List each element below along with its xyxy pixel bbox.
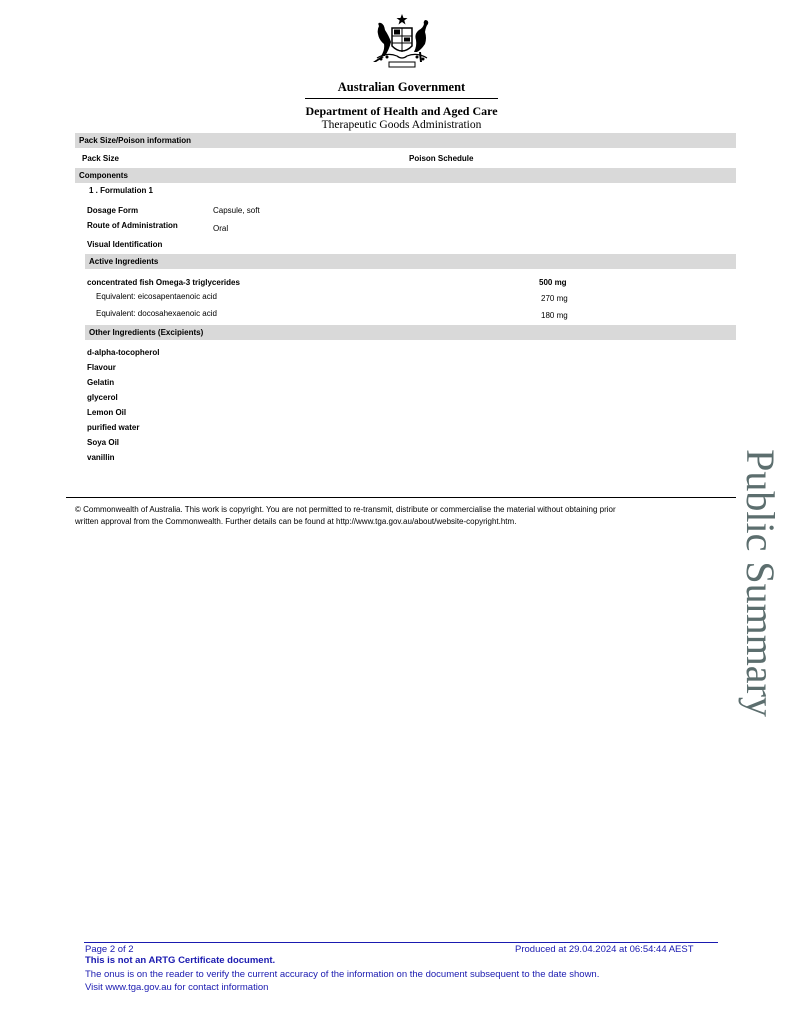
produced-timestamp: Produced at 29.04.2024 at 06:54:44 AEST bbox=[515, 944, 694, 955]
components-heading: Components bbox=[75, 168, 736, 183]
dosage-form-value: Capsule, soft bbox=[213, 206, 260, 215]
not-certificate-notice: This is not an ARTG Certificate document. bbox=[85, 955, 276, 966]
pack-size-heading: Pack Size/Poison information bbox=[75, 133, 736, 148]
excipient-item: d-alpha-tocopherol bbox=[87, 348, 160, 357]
department-name: Department of Health and Aged Care bbox=[305, 104, 498, 118]
public-summary-watermark: Public Summary bbox=[738, 449, 783, 717]
excipients-heading: Other Ingredients (Excipients) bbox=[85, 325, 736, 340]
equivalent-ingredient-name: Equivalent: eicosapentaenoic acid bbox=[96, 292, 217, 301]
footer-divider bbox=[84, 942, 718, 943]
excipient-item: Lemon Oil bbox=[87, 408, 127, 417]
excipient-item: Flavour bbox=[87, 363, 116, 372]
header-divider bbox=[305, 98, 498, 99]
excipient-item: Soya Oil bbox=[87, 438, 120, 447]
active-ingredients-heading: Active Ingredients bbox=[85, 254, 736, 269]
agency-name: Therapeutic Goods Administration bbox=[321, 119, 482, 131]
page-number: Page 2 of 2 bbox=[85, 944, 134, 955]
equivalent-ingredient-amount: 270 mg bbox=[541, 294, 568, 303]
dosage-form-label: Dosage Form bbox=[87, 206, 139, 215]
accuracy-notice: The onus is on the reader to verify the current accuracy of the information on the document subsequent to the date shown. bbox=[85, 969, 600, 980]
equivalent-ingredient-amount: 180 mg bbox=[541, 311, 568, 320]
copyright-notice bbox=[75, 504, 735, 528]
active-ingredient-amount: 500 mg bbox=[539, 278, 567, 287]
excipient-item: vanillin bbox=[87, 453, 115, 462]
excipient-item: Gelatin bbox=[87, 378, 115, 387]
equivalent-ingredient-name: Equivalent: docosahexaenoic acid bbox=[96, 309, 217, 318]
government-title: Australian Government bbox=[337, 80, 466, 94]
route-value: Oral bbox=[213, 224, 229, 233]
formulation-heading: 1 . Formulation 1 bbox=[89, 186, 154, 195]
poison-schedule-label: Poison Schedule bbox=[409, 154, 474, 163]
copyright-divider bbox=[66, 497, 736, 498]
copyright-line: written approval from the Commonwealth. Further details can be found at http://www.tga.gov.au/about/website-copyright.htm. bbox=[75, 517, 517, 526]
route-label: Route of Administration bbox=[87, 221, 178, 230]
copyright-line: © Commonwealth of Australia. This work is copyright. You are not permitted to re-transmit, distribute or commercialise the material without obtaining prior bbox=[75, 505, 616, 514]
excipient-item: glycerol bbox=[87, 393, 118, 402]
contact-notice: Visit www.tga.gov.au for contact information bbox=[85, 982, 269, 993]
pack-size-label: Pack Size bbox=[82, 154, 119, 163]
government-header bbox=[305, 12, 498, 131]
visual-identification-label: Visual Identification bbox=[87, 240, 163, 249]
excipient-item: purified water bbox=[87, 423, 140, 432]
active-ingredient-name: concentrated fish Omega-3 triglycerides bbox=[87, 278, 240, 287]
coat-of-arms-icon bbox=[367, 12, 437, 70]
